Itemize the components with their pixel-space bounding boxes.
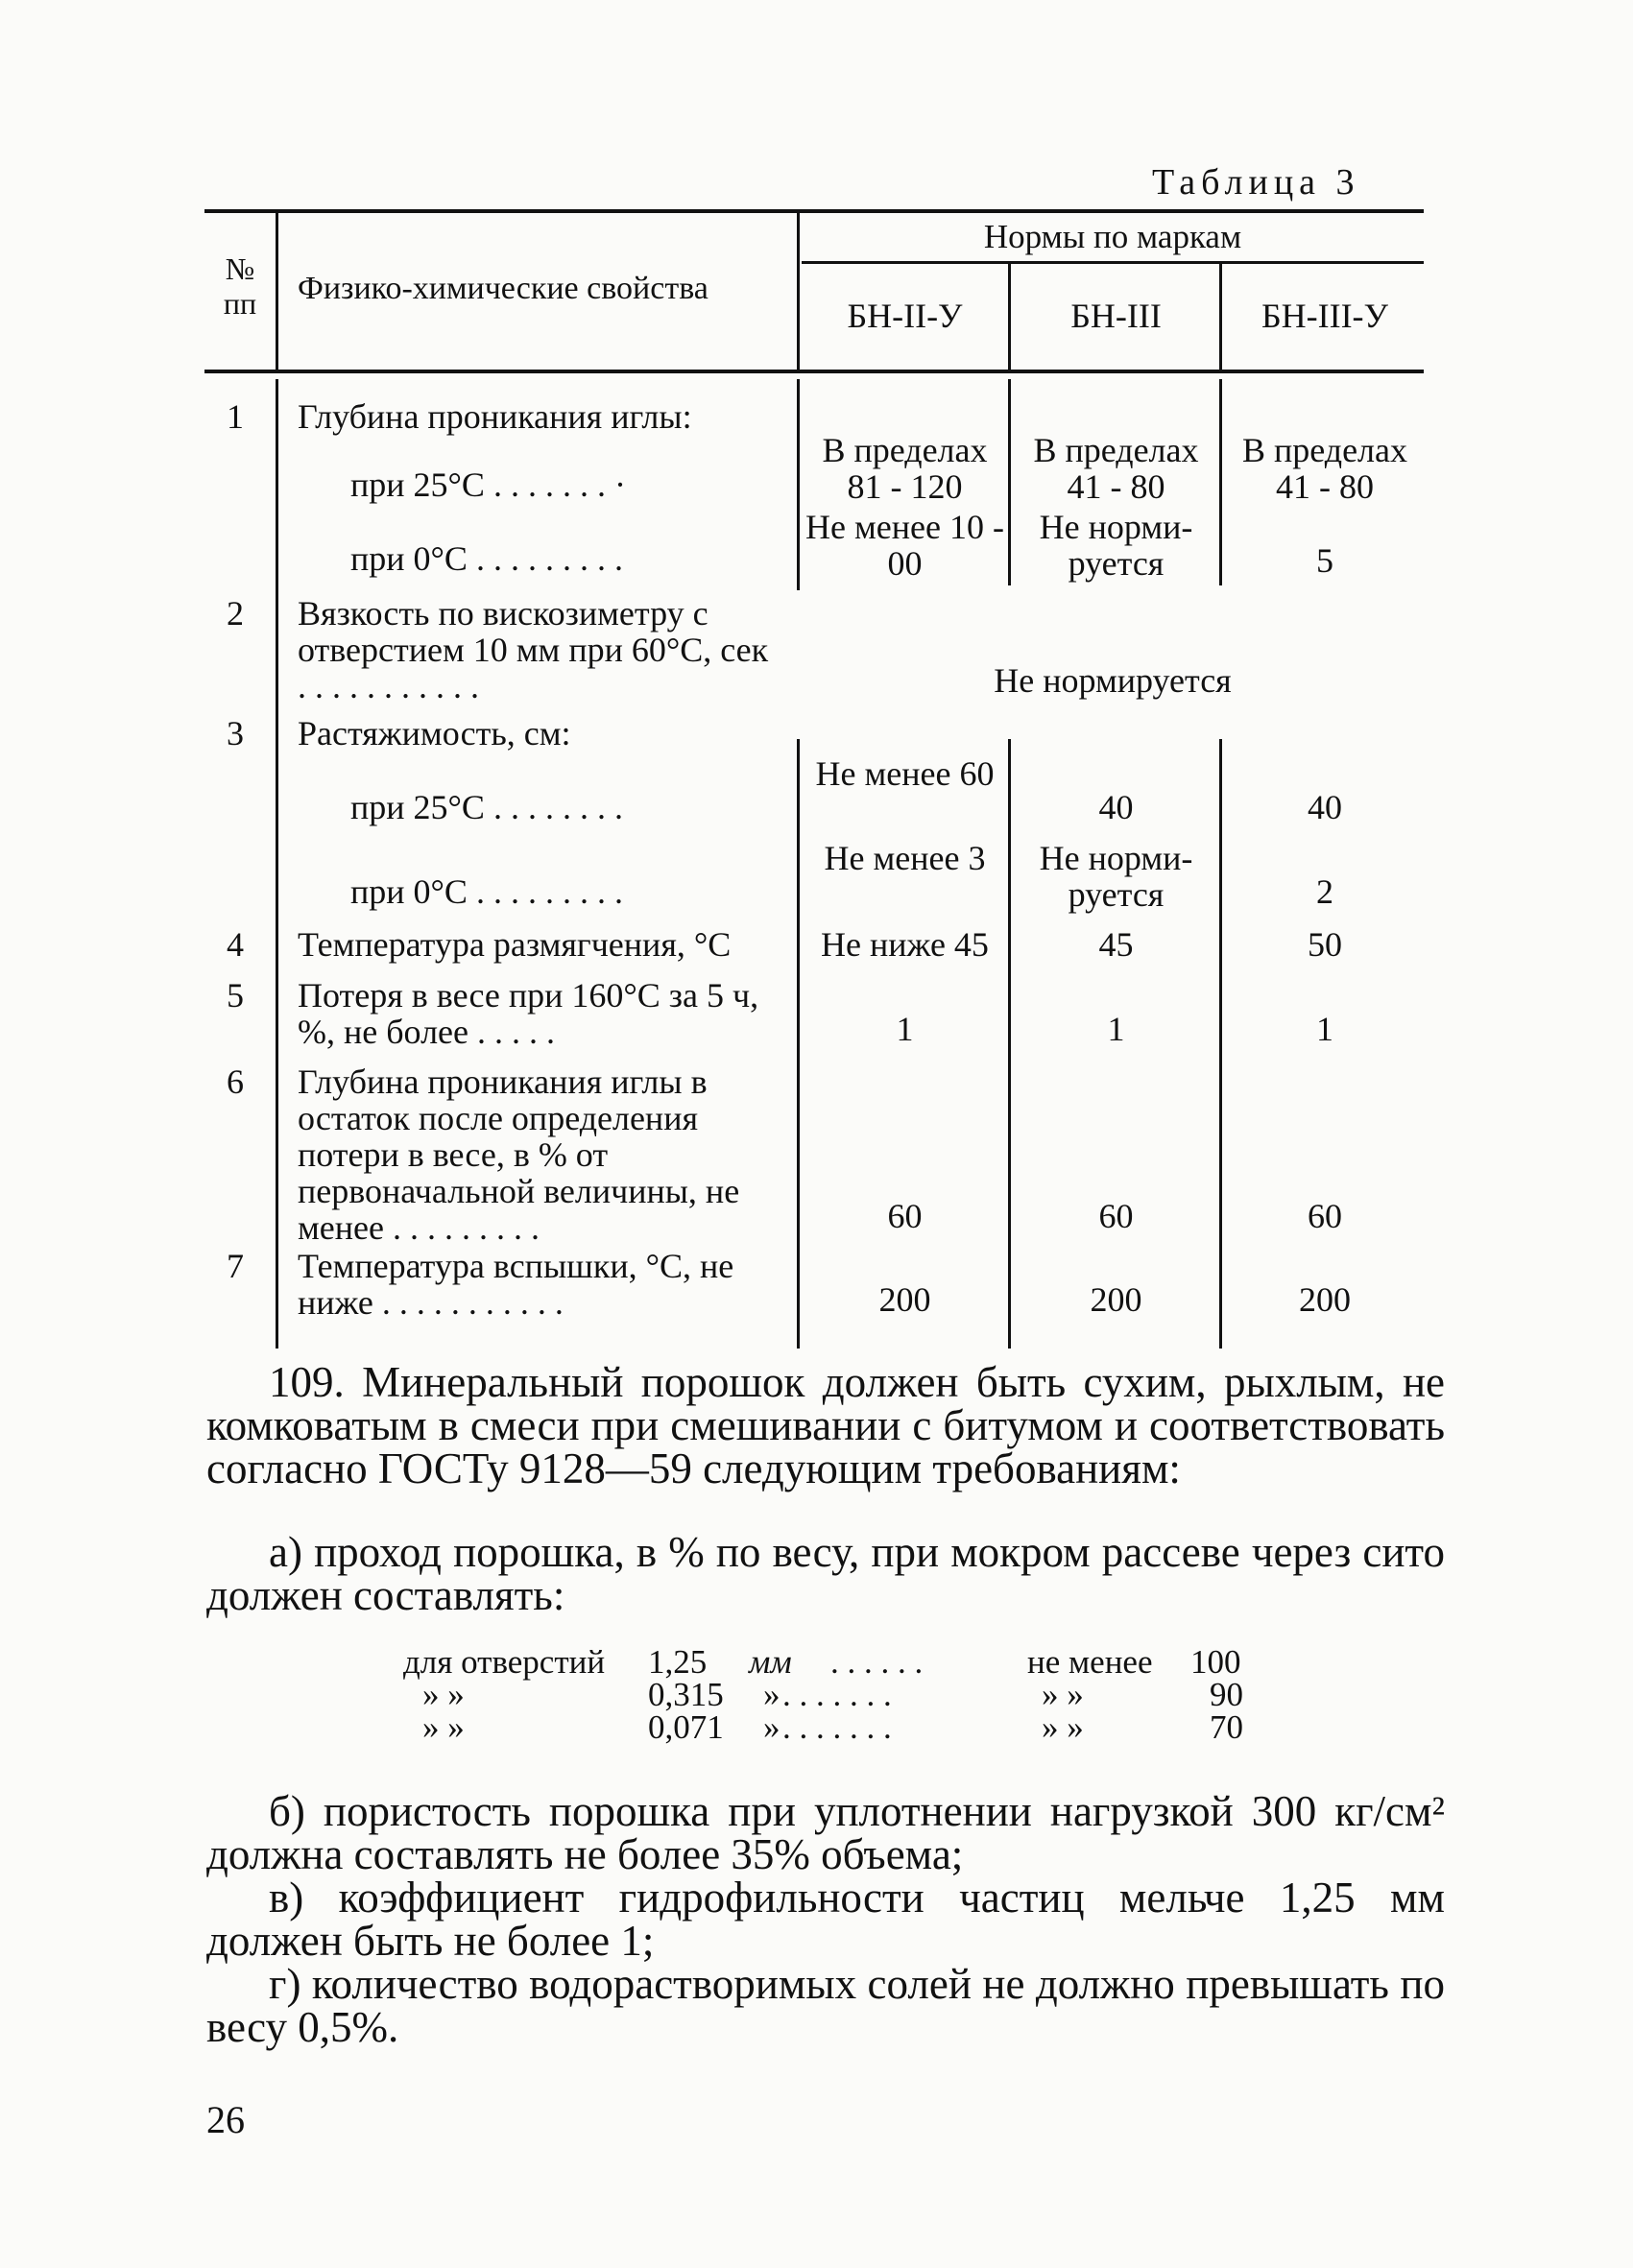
- sieve-cond: не менее: [1027, 1643, 1153, 1681]
- sieve-value: 100: [1190, 1643, 1241, 1681]
- sieve-unit: »: [763, 1708, 780, 1746]
- row-value: 5: [1316, 541, 1333, 580]
- row-value: 200: [1090, 1280, 1142, 1319]
- header-grade-1: БН-II-У: [847, 297, 963, 335]
- sieve-cond: » »: [1042, 1708, 1084, 1746]
- sieve-cond: » »: [1042, 1676, 1084, 1713]
- paragraph-109: 109. Минеральный порошок должен быть сухим, рыхлым, не комковатым в смеси при смешивании с битумом и соответствовать согласно ГОСТу 9128—59 следующим требованиям:: [206, 1358, 1445, 1492]
- header-divider-4: [1219, 264, 1222, 370]
- row-value: 40: [1308, 788, 1342, 826]
- row-no: 1: [227, 397, 244, 436]
- row-value: Не менее 3: [824, 839, 986, 877]
- body-divider-g2-b: [1219, 739, 1222, 1349]
- header-no: № пп: [223, 251, 257, 321]
- sieve-value: 90: [1210, 1676, 1243, 1713]
- row-value: Не менее 60: [815, 754, 995, 793]
- row-value: 60: [887, 1197, 923, 1235]
- row-label: Вязкость по вискозиметру с отверстием 10 мм при 60°С, сек . . . . . . . . . . .: [298, 594, 769, 705]
- body-divider-prop-b: [797, 739, 800, 1349]
- row-no: 4: [227, 925, 244, 964]
- body-divider-g2-a: [1219, 379, 1222, 585]
- row-value: 45: [1098, 925, 1134, 964]
- header-divider-1: [276, 211, 278, 370]
- sieve-size: 0,071: [648, 1708, 724, 1746]
- row-no: 2: [227, 594, 244, 633]
- row-no: 5: [227, 976, 244, 1015]
- table-title: Таблица 3: [1152, 162, 1360, 203]
- row-value: 1: [1107, 1010, 1125, 1048]
- row-label: при 25°С . . . . . . . .: [350, 788, 623, 826]
- header-grade-2: БН-III: [1070, 297, 1162, 335]
- body-divider-g1-b: [1008, 739, 1011, 1349]
- row-value: Не ниже 45: [821, 925, 989, 964]
- row-no: 7: [227, 1247, 244, 1285]
- sieve-dots: . . . . . .: [830, 1643, 924, 1681]
- sieve-size: 0,315: [648, 1676, 724, 1713]
- row-value: В пределах 41 - 80: [1241, 431, 1408, 506]
- sieve-label: для отверстий: [403, 1643, 606, 1681]
- row-label: Температура размягчения, °С: [298, 925, 732, 964]
- row-value: 1: [1316, 1010, 1333, 1048]
- sieve-label: » »: [422, 1676, 465, 1713]
- row-label: при 0°С . . . . . . . . .: [350, 872, 623, 911]
- body-divider-no: [276, 379, 278, 1349]
- header-property: Физико-химические свойства: [298, 271, 708, 306]
- sieve-dots: . . . . . . .: [782, 1708, 892, 1746]
- row-value: 40: [1098, 788, 1134, 826]
- header-divider-2: [797, 211, 800, 370]
- sieve-dots: . . . . . . .: [782, 1676, 892, 1713]
- row-value: В пределах 41 - 80: [1033, 431, 1199, 506]
- row-value: Не менее 10 - 00: [805, 508, 1004, 583]
- row-value: Не норми- руется: [1039, 839, 1193, 914]
- table-top-rule: [204, 209, 1424, 213]
- row-label: Растяжимость, см:: [298, 714, 571, 752]
- paragraph-b: б) пористость порошка при уплотнении нагрузкой 300 кг/см² должна составлять не более 35% объема;: [206, 1787, 1445, 1878]
- row-value: Не норми- руется: [1039, 508, 1193, 583]
- sieve-label: » »: [422, 1708, 465, 1746]
- row-no: 3: [227, 714, 244, 752]
- row-value: 60: [1098, 1197, 1134, 1235]
- row-value: 2: [1316, 872, 1333, 911]
- header-group-rule: [802, 261, 1424, 264]
- row-label: Глубина проникания иглы:: [298, 397, 692, 436]
- row-value: 50: [1308, 925, 1342, 964]
- row-value: 60: [1308, 1197, 1342, 1235]
- sieve-unit: мм: [749, 1643, 792, 1681]
- header-divider-3: [1008, 264, 1011, 370]
- sieve-size: 1,25: [648, 1643, 708, 1681]
- row-value: В пределах 81 - 120: [822, 431, 988, 506]
- row-span-value: Не нормируется: [994, 661, 1232, 700]
- header-bottom-rule: [204, 370, 1424, 373]
- row-value: 200: [1299, 1280, 1351, 1319]
- header-group: Нормы по маркам: [983, 218, 1242, 255]
- row-label: при 25°С . . . . . . . ·: [350, 466, 626, 504]
- row-label: Температура вспышки, °С, не ниже . . . . . . . . . . .: [298, 1247, 734, 1322]
- row-label: Потеря в весе при 160°С за 5 ч, %, не более . . . . .: [298, 976, 759, 1051]
- row-value: 1: [896, 1010, 914, 1048]
- sieve-unit: »: [763, 1676, 780, 1713]
- sieve-value: 70: [1210, 1708, 1243, 1746]
- paragraph-v: в) коэффициент гидрофильности частиц мельче 1,25 мм должен быть не более 1;: [206, 1874, 1445, 1965]
- row-no: 6: [227, 1062, 244, 1101]
- paragraph-g: г) количество водорастворимых солей не должно превышать по весу 0,5%.: [206, 1960, 1445, 2051]
- row-label: Глубина проникания иглы в остаток после определения потери в весе, в % от первоначальной величины, не менее . . . . . . . . .: [298, 1062, 740, 1247]
- paragraph-a: а) проход порошка, в % по весу, при мокром рассеве через сито должен составлять:: [206, 1528, 1445, 1619]
- page-number: 26: [206, 2098, 245, 2141]
- row-label: при 0°С . . . . . . . . .: [350, 539, 623, 578]
- header-grade-3: БН-III-У: [1261, 297, 1389, 335]
- row-value: 200: [878, 1280, 931, 1319]
- body-divider-g1-a: [1008, 379, 1011, 585]
